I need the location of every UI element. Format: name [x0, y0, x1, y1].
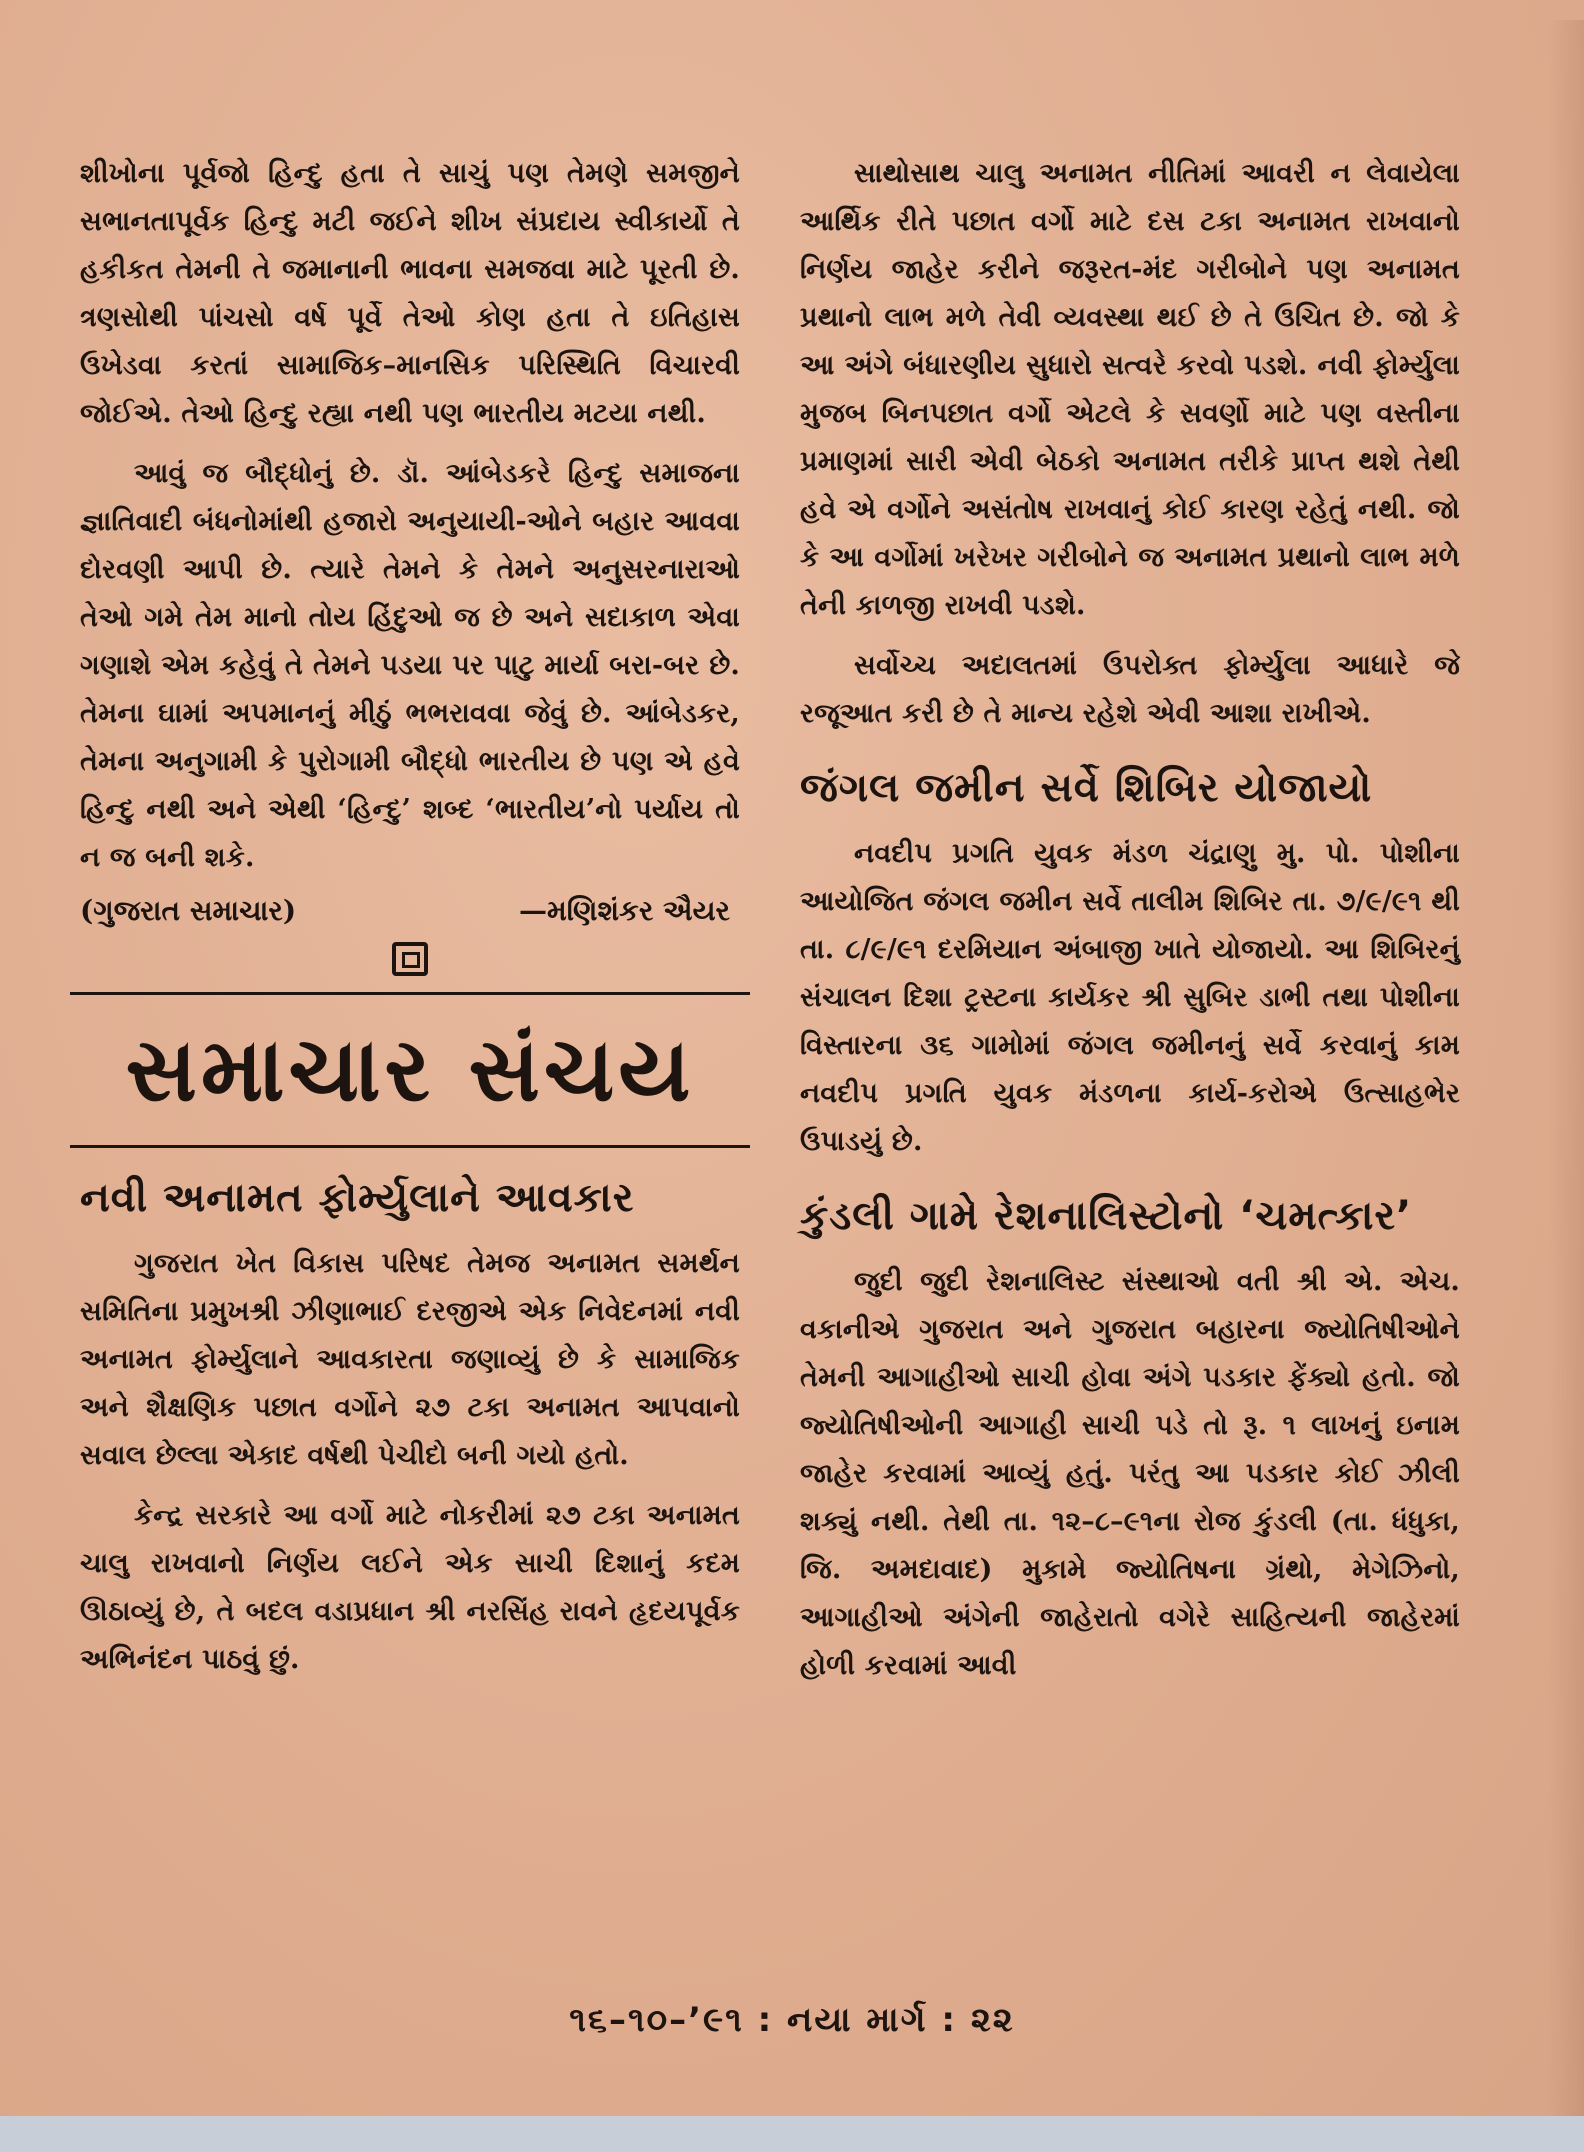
continued-paragraph-1: શીખોના પૂર્વજો હિન્દુ હતા તે સાચું પણ તેમણે સમજીને સભાનતાપૂર્વક હિન્દુ મટી જઈને શીખ સંપ્રદાય સ્વીકાર્યો તે હકીકત તેમની તે જમાનાની ભાવના સમજવા માટે પૂરતી છે. ત્રણસોથી પાંચસો વર્ષ પૂર્વે તેઓ કોણ હતા તે ઇતિહાસ ઉખેડવા કરતાં સામાજિક–માનસિક પરિસ્થિતિ વિચારવી જોઈએ. તેઓ હિન્દુ રહ્યા નથી પણ ભારતીય મટયા નથી.: [80, 158, 740, 429]
jungle-paragraph-1: નવદીપ પ્રગતિ યુવક મંડળ ચંદ્રાણુ મુ. પો. પોશીના આયોજિત જંગલ જમીન સર્વે તાલીમ શિબિર તા. ૭/૯/૯૧ થી તા. ૮/૯/૯૧ દરમિયાન અંબાજી ખાતે યોજાયો. આ શિબિરનું સંચાલન દિશા ટ્રસ્ટના કાર્યકર શ્રી સુબિર ડાભી તથા પોશીના વિસ્તારના ૩૬ ગામોમાં જંગલ જમીનનું સર્વે કરવાનું કામ નવદીપ પ્રગતિ યુવક મંડળના કાર્ય-કરોએ ઉત્સાહભેર ઉપાડયું છે.: [800, 838, 1460, 1157]
source-credit: (ગુજરાત સમાચાર): [80, 894, 297, 927]
kundli-paragraph-1: જુદી જુદી રેશનાલિસ્ટ સંસ્થાઓ વતી શ્રી એ. એચ. વકાનીએ ગુજરાત અને ગુજરાત બહારના જ્યોતિષીઓને તેમની આગાહીઓ સાચી હોવા અંગે પડકાર ફેંક્યો હતો. જો જ્યોતિષીઓની આગાહી સાચી પડે તો રૂ. ૧ લાખનું ઇનામ જાહેર કરવામાં આવ્યું હતું. પરંતુ આ પડકાર કોઈ ઝીલી શક્યું નથી. તેથી તા. ૧૨–૮–૯૧ના રોજ કુંડલી (તા. ધંધુકા, જિ. અમદાવાદ) મુકામે જ્યોતિષના ગ્રંથો, મેગેઝિનો, આગાહીઓ અંગેની જાહેરાતો વગેરે સાહિત્યની જાહેરમાં હોળી કરવામાં આવી: [800, 1266, 1460, 1681]
anamat-paragraph-2: કેન્દ્ર સરકારે આ વર્ગો માટે નોકરીમાં ૨૭ ટકા અનામત ચાલુ રાખવાનો નિર્ણય લઈને એક સાચી દિશાનું કદમ ઊઠાવ્યું છે, તે બદલ વડાપ્રધાન શ્રી નરસિંહ રાવને હૃદયપૂર્વક અભિનંદન પાઠવું છું.: [80, 1500, 740, 1675]
scan-bottom-strip: [0, 2116, 1584, 2152]
headline-jungle: જંગલ જમીન સર્વે શિબિર યોજાયો: [800, 765, 1373, 811]
end-mark-icon: [392, 942, 428, 976]
page-footer: ૧૬–૧૦–’૯૧ : નયા માર્ગ : ૨૨: [569, 2000, 1015, 2040]
left-column: [80, 150, 740, 1696]
page-edge-shade: [1548, 20, 1584, 2130]
headline-anamat: નવી અનામત ફોર્મ્યુલાને આવકાર: [80, 1175, 635, 1221]
anamat-paragraph-1: ગુજરાત ખેત વિકાસ પરિષદ તેમજ અનામત સમર્થન સમિતિના પ્રમુખશ્રી ઝીણાભાઈ દરજીએ એક નિવેદનમાં નવી અનામત ફોર્મ્યુલાને આવકારતા જણાવ્યું છે કે સામાજિક અને શૈક્ષણિક પછાત વર્ગોને ૨૭ ટકા અનામત આપવાનો સવાલ છેલ્લા એકાદ વર્ષથી પેચીદો બની ગયો હતો.: [80, 1248, 740, 1471]
section-masthead: સમાચાર સંચય: [125, 1018, 695, 1121]
right-column: [800, 150, 1460, 1702]
headline-kundli: કુંડલી ગામે રેશનાલિસ્ટોનો ‘ચમત્કાર’: [800, 1193, 1413, 1239]
anamat-paragraph-4: સર્વોચ્ચ અદાલતમાં ઉપરોક્ત ફોર્મ્યુલા આધારે જે રજૂઆત કરી છે તે માન્ય રહેશે એવી આશા રાખીએ.: [800, 650, 1460, 729]
author-credit: —મણિશંકર ઐયર: [518, 894, 730, 927]
anamat-paragraph-3: સાથોસાથ ચાલુ અનામત નીતિમાં આવરી ન લેવાયેલા આર્થિક રીતે પછાત વર્ગો માટે દસ ટકા અનામત રાખવાનો નિર્ણય જાહેર કરીને જરૂરત-મંદ ગરીબોને પણ અનામત પ્રથાનો લાભ મળે તેવી વ્યવસ્થા થઈ છે તે ઉચિત છે. જો કે આ અંગે બંધારણીય સુધારો સત્વરે કરવો પડશે. નવી ફોર્મ્યુલા મુજબ બિનપછાત વર્ગો એટલે કે સવર્ણો માટે પણ વસ્તીના પ્રમાણમાં સારી એવી બેઠકો અનામત તરીકે પ્રાપ્ત થશે તેથી હવે એ વર્ગોને અસંતોષ રાખવાનું કોઈ કારણ રહેતું નથી. જો કે આ વર્ગોમાં ખરેખર ગરીબોને જ અનામત પ્રથાનો લાભ મળે તેની કાળજી રાખવી પડશે.: [800, 158, 1460, 621]
byline-row: [80, 894, 740, 928]
bottom-rule: [70, 1145, 750, 1148]
continued-paragraph-2: આવું જ બૌદ્ધોનું છે. ડૉ. આંબેડકરે હિન્દુ સમાજના જ્ઞાતિવાદી બંધનોમાંથી હજારો અનુયાયી-ઓને બહાર આવવા દોરવણી આપી છે. ત્યારે તેમને કે તેમને અનુસરનારાઓ તેઓ ગમે તેમ માનો તોય હિંદુઓ જ છે અને સદાકાળ એવા ગણાશે એમ કહેવું તે તેમને પડયા પર પાટુ માર્યા બરા-બર છે. તેમના ઘામાં અપમાનનું મીઠું ભભરાવવા જેવું છે. આંબેડકર, તેમના અનુગામી કે પુરોગામી બૌદ્ધો ભારતીય છે પણ એ હવે હિન્દુ નથી અને એથી ‘હિન્દુ’ શબ્દ ‘ભારતીય’નો પર્યાય તો ન જ બની શકે.: [80, 458, 740, 873]
